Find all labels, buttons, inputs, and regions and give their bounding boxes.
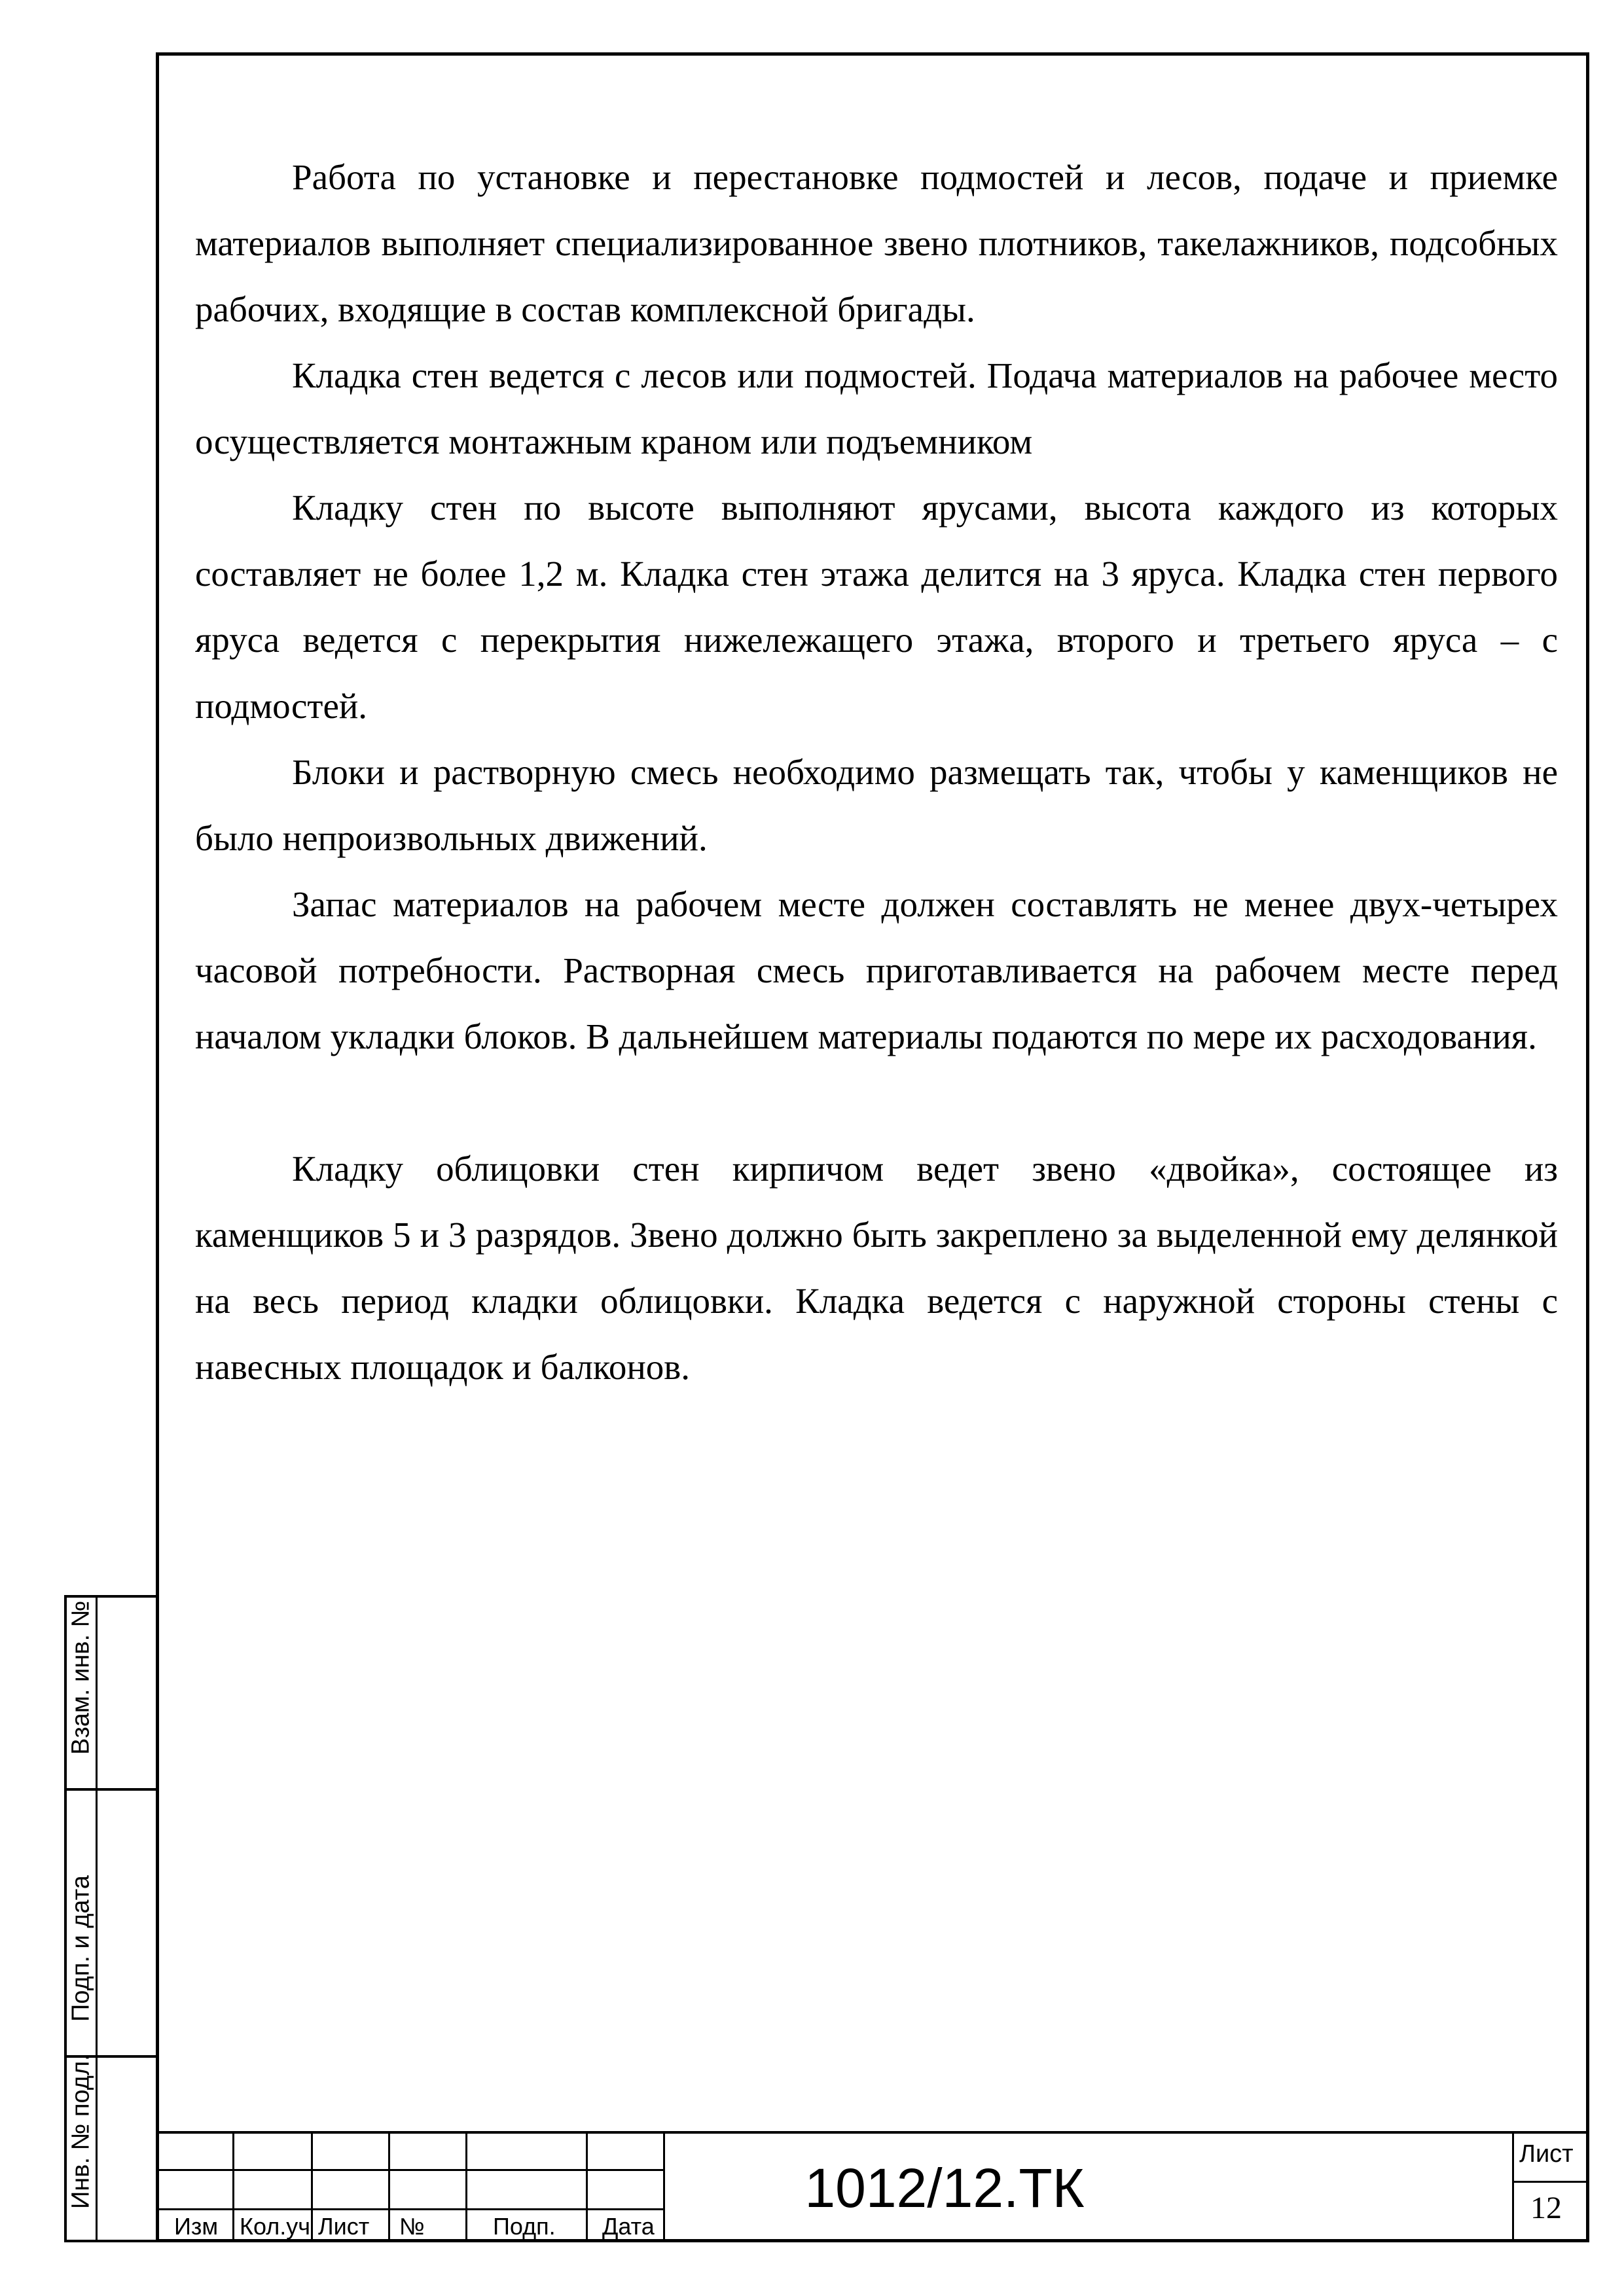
paragraph: Работа по установке и перестановке подмостей и лесов, подаче и приемке материалов выполняет специализированное звено плотников, такелажников, подсобных рабочих, входящие в состав комплексной бригады. bbox=[195, 157, 1558, 329]
side-cell-vzam-inv bbox=[67, 1598, 156, 1788]
side-cell-inv-podl bbox=[67, 2054, 156, 2242]
side-label-vzam-inv: Взам. инв. № bbox=[67, 1600, 95, 1755]
side-label-inv-podl: Инв. № подл. bbox=[67, 2054, 95, 2209]
stamp-col-number: № bbox=[399, 2213, 425, 2240]
sheet-number: 12 bbox=[1530, 2191, 1562, 2225]
document-body bbox=[195, 144, 1558, 1400]
stamp-col-list: Лист bbox=[318, 2213, 370, 2240]
paragraph: Кладка стен ведется с лесов или подмостей. Подача материалов на рабочее место осуществляется монтажным краном или подъемником bbox=[195, 355, 1558, 461]
stamp-col-izm: Изм bbox=[174, 2213, 219, 2240]
side-binding-table bbox=[64, 1595, 156, 2242]
paragraph: Блоки и растворную смесь необходимо размещать так, чтобы у каменщиков не было непроизвольных движений. bbox=[195, 752, 1558, 858]
paragraph: Кладку облицовки стен кирпичом ведет звено «двойка», состоящее из каменщиков 5 и 3 разрядов. Звено должно быть закреплено за выделенной ему делянкой на весь период кладки облицовки. Кладка ведется с наружной стороны стены с навесных площадок и балконов. bbox=[195, 1149, 1558, 1387]
stamp-col-kolu: Кол.уч bbox=[240, 2213, 310, 2240]
side-cell-podp-data bbox=[67, 1791, 156, 2055]
sheet-label: Лист bbox=[1519, 2140, 1574, 2168]
stamp-col-data: Дата bbox=[602, 2213, 655, 2240]
side-label-podp-data: Подп. и дата bbox=[67, 1875, 95, 2022]
paragraph: Кладку стен по высоте выполняют ярусами, высота каждого из которых составляет не более 1,2 м. Кладка стен этажа делится на 3 яруса. Кладка стен первого яруса ведется с перекрытия нижележащего этажа, второго и третьего яруса – с подмостей. bbox=[195, 488, 1558, 726]
title-block-stamp bbox=[156, 2131, 1589, 2242]
paragraph: Запас материалов на рабочем месте должен составлять не менее двух-четырех часовой потребности. Растворная смесь приготавливается на рабочем месте перед началом укладки блоков. В дальнейшем материалы подаются по мере их расходования. bbox=[195, 884, 1558, 1056]
document-code: 1012/12.ТК bbox=[804, 2157, 1085, 2219]
stamp-col-podp: Подп. bbox=[493, 2213, 556, 2240]
